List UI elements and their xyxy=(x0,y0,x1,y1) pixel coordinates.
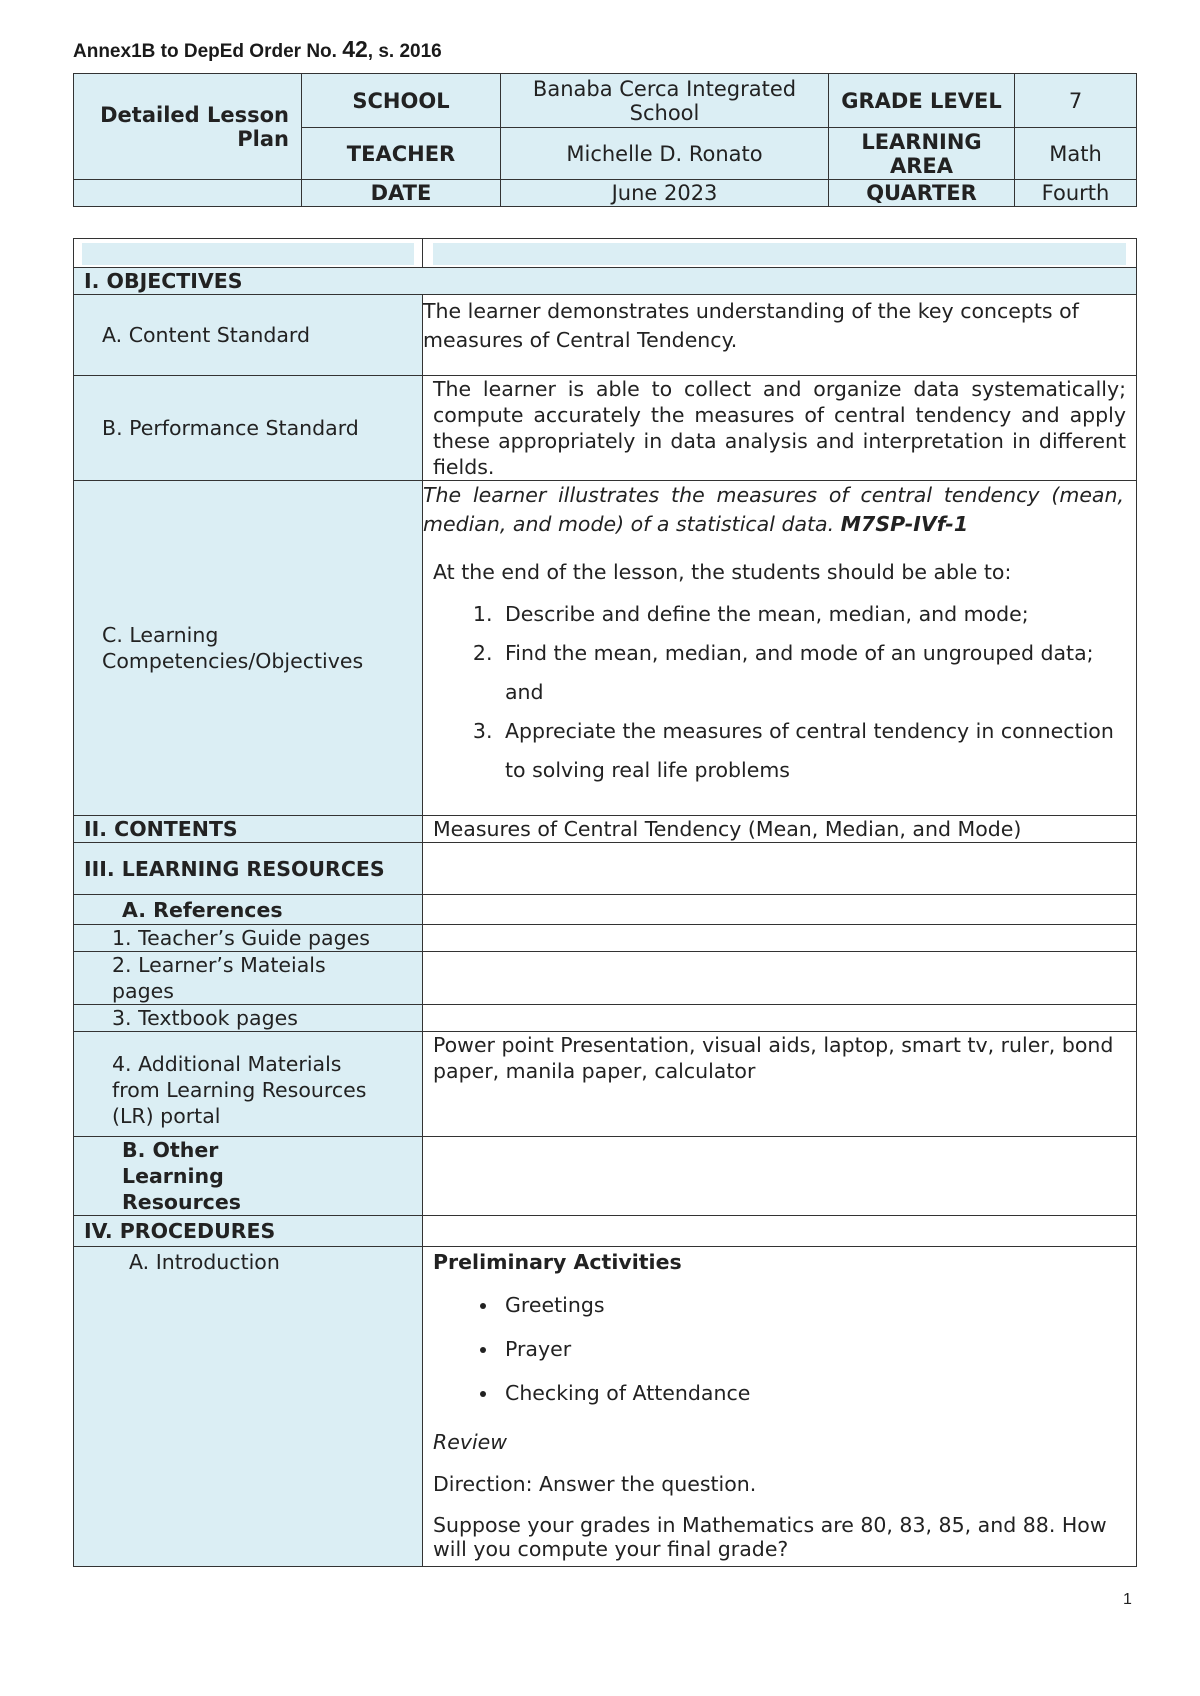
learners-materials-value xyxy=(423,952,1137,1005)
competency-code: M7SP-IVf-1 xyxy=(840,512,969,536)
quarter-value: Fourth xyxy=(1015,180,1137,207)
teacher-value: Michelle D. Ronato xyxy=(501,128,829,180)
lesson-plan-table xyxy=(73,238,1137,1567)
preliminary-heading: Preliminary Activities xyxy=(433,1250,682,1274)
page-number: 1 xyxy=(1123,1591,1132,1608)
introduction-label: A. Introduction xyxy=(74,1247,423,1567)
additional-materials-label: 4. Additional Materials from Learning Resources (LR) portal xyxy=(74,1032,423,1137)
textbook-label: 3. Textbook pages xyxy=(74,1005,423,1032)
textbook-value xyxy=(423,1005,1137,1032)
competencies-cell xyxy=(423,481,1137,816)
grade-level-label: GRADE LEVEL xyxy=(829,74,1015,128)
resources-heading: III. LEARNING RESOURCES xyxy=(74,843,423,895)
header-empty-cell xyxy=(74,180,302,207)
other-resources-label: B. Other Learning Resources xyxy=(74,1137,423,1216)
teacher-label: TEACHER xyxy=(302,128,501,180)
preliminary-list xyxy=(433,1283,1126,1415)
learners-materials-label: 2. Learner’s Mateials pages xyxy=(74,952,423,1005)
plan-title: Detailed Lesson Plan xyxy=(74,74,302,180)
procedures-heading: IV. PROCEDURES xyxy=(74,1216,423,1247)
teachers-guide-label: 1. Teacher’s Guide pages xyxy=(74,925,423,952)
other-resources-value xyxy=(423,1137,1137,1216)
annex-suffix: , s. 2016 xyxy=(367,41,442,62)
additional-materials-value: Power point Presentation, visual aids, laptop, smart tv, ruler, bond paper, manila paper, calculator xyxy=(423,1032,1137,1137)
content-standard-text: The learner demonstrates understanding of the key concepts of measures of Central Tendency. xyxy=(423,295,1137,376)
objective-item: 2. Find the mean, median, and mode of an ungrouped data; and xyxy=(499,634,1124,712)
contents-heading: II. CONTENTS xyxy=(74,816,423,843)
resources-empty xyxy=(423,843,1137,895)
contents-value: Measures of Central Tendency (Mean, Median, and Mode) xyxy=(423,816,1137,843)
review-question: Suppose your grades in Mathematics are 80, 83, 85, and 88. How will you compute your final grade? xyxy=(433,1513,1107,1561)
objectives-intro: At the end of the lesson, the students should be able to: xyxy=(433,560,1012,584)
date-label: DATE xyxy=(302,180,501,207)
competency-statement: The learner illustrates the measures of central tendency (mean, median, and mode) of a statistical data. xyxy=(423,483,1124,536)
header-table xyxy=(73,73,1137,207)
references-label: A. References xyxy=(74,895,423,925)
competencies-label xyxy=(74,481,423,816)
competencies-label-text: C. Learning Competencies/Objectives xyxy=(102,623,364,673)
references-empty xyxy=(423,895,1137,925)
grade-level-value: 7 xyxy=(1015,74,1137,128)
annex-prefix: Annex1B to DepEd Order No. xyxy=(73,41,343,62)
preliminary-item: • Prayer xyxy=(499,1327,1126,1371)
school-value: Banaba Cerca Integrated School xyxy=(501,74,829,128)
introduction-cell xyxy=(423,1247,1137,1567)
objectives-heading: I. OBJECTIVES xyxy=(74,268,1137,295)
review-label: Review xyxy=(433,1430,508,1454)
preliminary-item: • Checking of Attendance xyxy=(499,1371,1126,1415)
direction-text: Direction: Answer the question. xyxy=(433,1472,757,1496)
annex-order-number: 42 xyxy=(342,36,368,62)
annex-reference xyxy=(73,36,442,63)
teachers-guide-value xyxy=(423,925,1137,952)
learning-area-label: LEARNING AREA xyxy=(829,128,1015,180)
preliminary-item: • Greetings xyxy=(499,1283,1126,1327)
quarter-label: QUARTER xyxy=(829,180,1015,207)
performance-standard-text: The learner is able to collect and organize data systematically; compute accurately the measures of central tendency and apply these appropriately in data analysis and interpretation in different fields. xyxy=(423,376,1137,481)
blank-header-right xyxy=(423,239,1137,268)
date-value: June 2023 xyxy=(501,180,829,207)
school-label: SCHOOL xyxy=(302,74,501,128)
blank-header-left xyxy=(74,239,423,268)
procedures-empty xyxy=(423,1216,1137,1247)
content-standard-label: A. Content Standard xyxy=(74,295,423,376)
objectives-list xyxy=(423,595,1124,790)
learning-area-value: Math xyxy=(1015,128,1137,180)
objective-item: 3. Appreciate the measures of central tendency in connection to solving real life problems xyxy=(499,712,1124,790)
objective-item: 1. Describe and define the mean, median, and mode; xyxy=(499,595,1124,634)
performance-standard-label: B. Performance Standard xyxy=(74,376,423,481)
